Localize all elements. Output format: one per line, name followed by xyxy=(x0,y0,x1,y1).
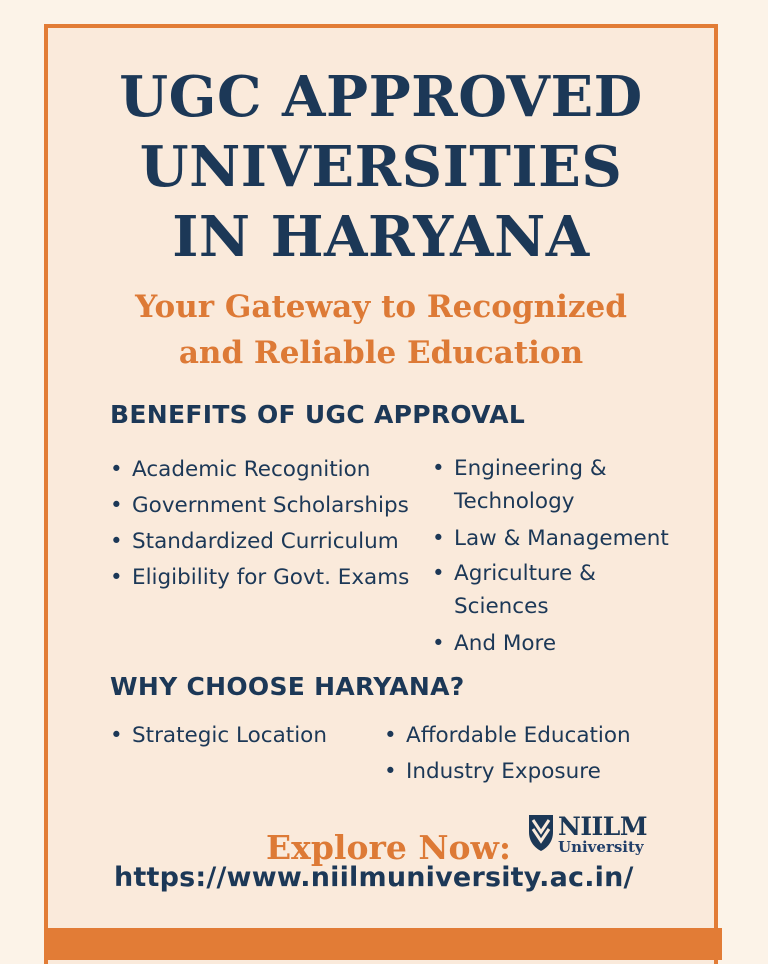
benefits-list-left xyxy=(110,452,409,596)
website-link[interactable]: https://www.niilmuniversity.ac.in/ xyxy=(114,862,634,893)
why-heading: WHY CHOOSE HARYANA? xyxy=(110,672,465,701)
list-item: • Government Scholarships xyxy=(110,488,409,524)
list-item: • Standardized Curriculum xyxy=(110,524,409,560)
subtitle-line-1: Your Gateway to Recognized xyxy=(135,289,627,325)
explore-label: Explore Now: xyxy=(266,828,512,867)
poster-subtitle xyxy=(48,284,714,376)
logo-sub: University xyxy=(558,837,644,856)
list-item: • Law & Management xyxy=(432,521,702,557)
list-item: • Eligibility for Govt. Exams xyxy=(110,560,409,596)
list-item: • Affordable Education xyxy=(384,718,631,754)
footer-band xyxy=(44,928,722,960)
niilm-shield-icon xyxy=(528,812,554,856)
list-item: • Agriculture & Sciences xyxy=(432,557,654,623)
list-item: • Academic Recognition xyxy=(110,452,409,488)
subtitle-line-2: and Reliable Education xyxy=(178,335,584,371)
title-line-2: UNIVERSITIES xyxy=(139,134,623,200)
list-item: • And More xyxy=(432,626,702,662)
title-line-3: IN HARYANA xyxy=(172,204,590,270)
list-item: • Industry Exposure xyxy=(384,754,631,790)
poster-frame xyxy=(44,24,718,964)
why-list-left xyxy=(110,718,327,754)
logo-name: NIILM xyxy=(558,811,647,841)
logo-wordmark xyxy=(558,811,647,856)
benefits-heading: BENEFITS OF UGC APPROVAL xyxy=(110,400,526,429)
poster-title xyxy=(48,62,714,272)
title-line-1: UGC APPROVED xyxy=(119,64,643,130)
list-item: • Strategic Location xyxy=(110,718,327,754)
niilm-logo xyxy=(528,808,647,860)
why-list-right xyxy=(384,718,631,790)
benefits-list-right xyxy=(432,452,702,662)
list-item: • Engineering & Technology xyxy=(432,452,654,518)
